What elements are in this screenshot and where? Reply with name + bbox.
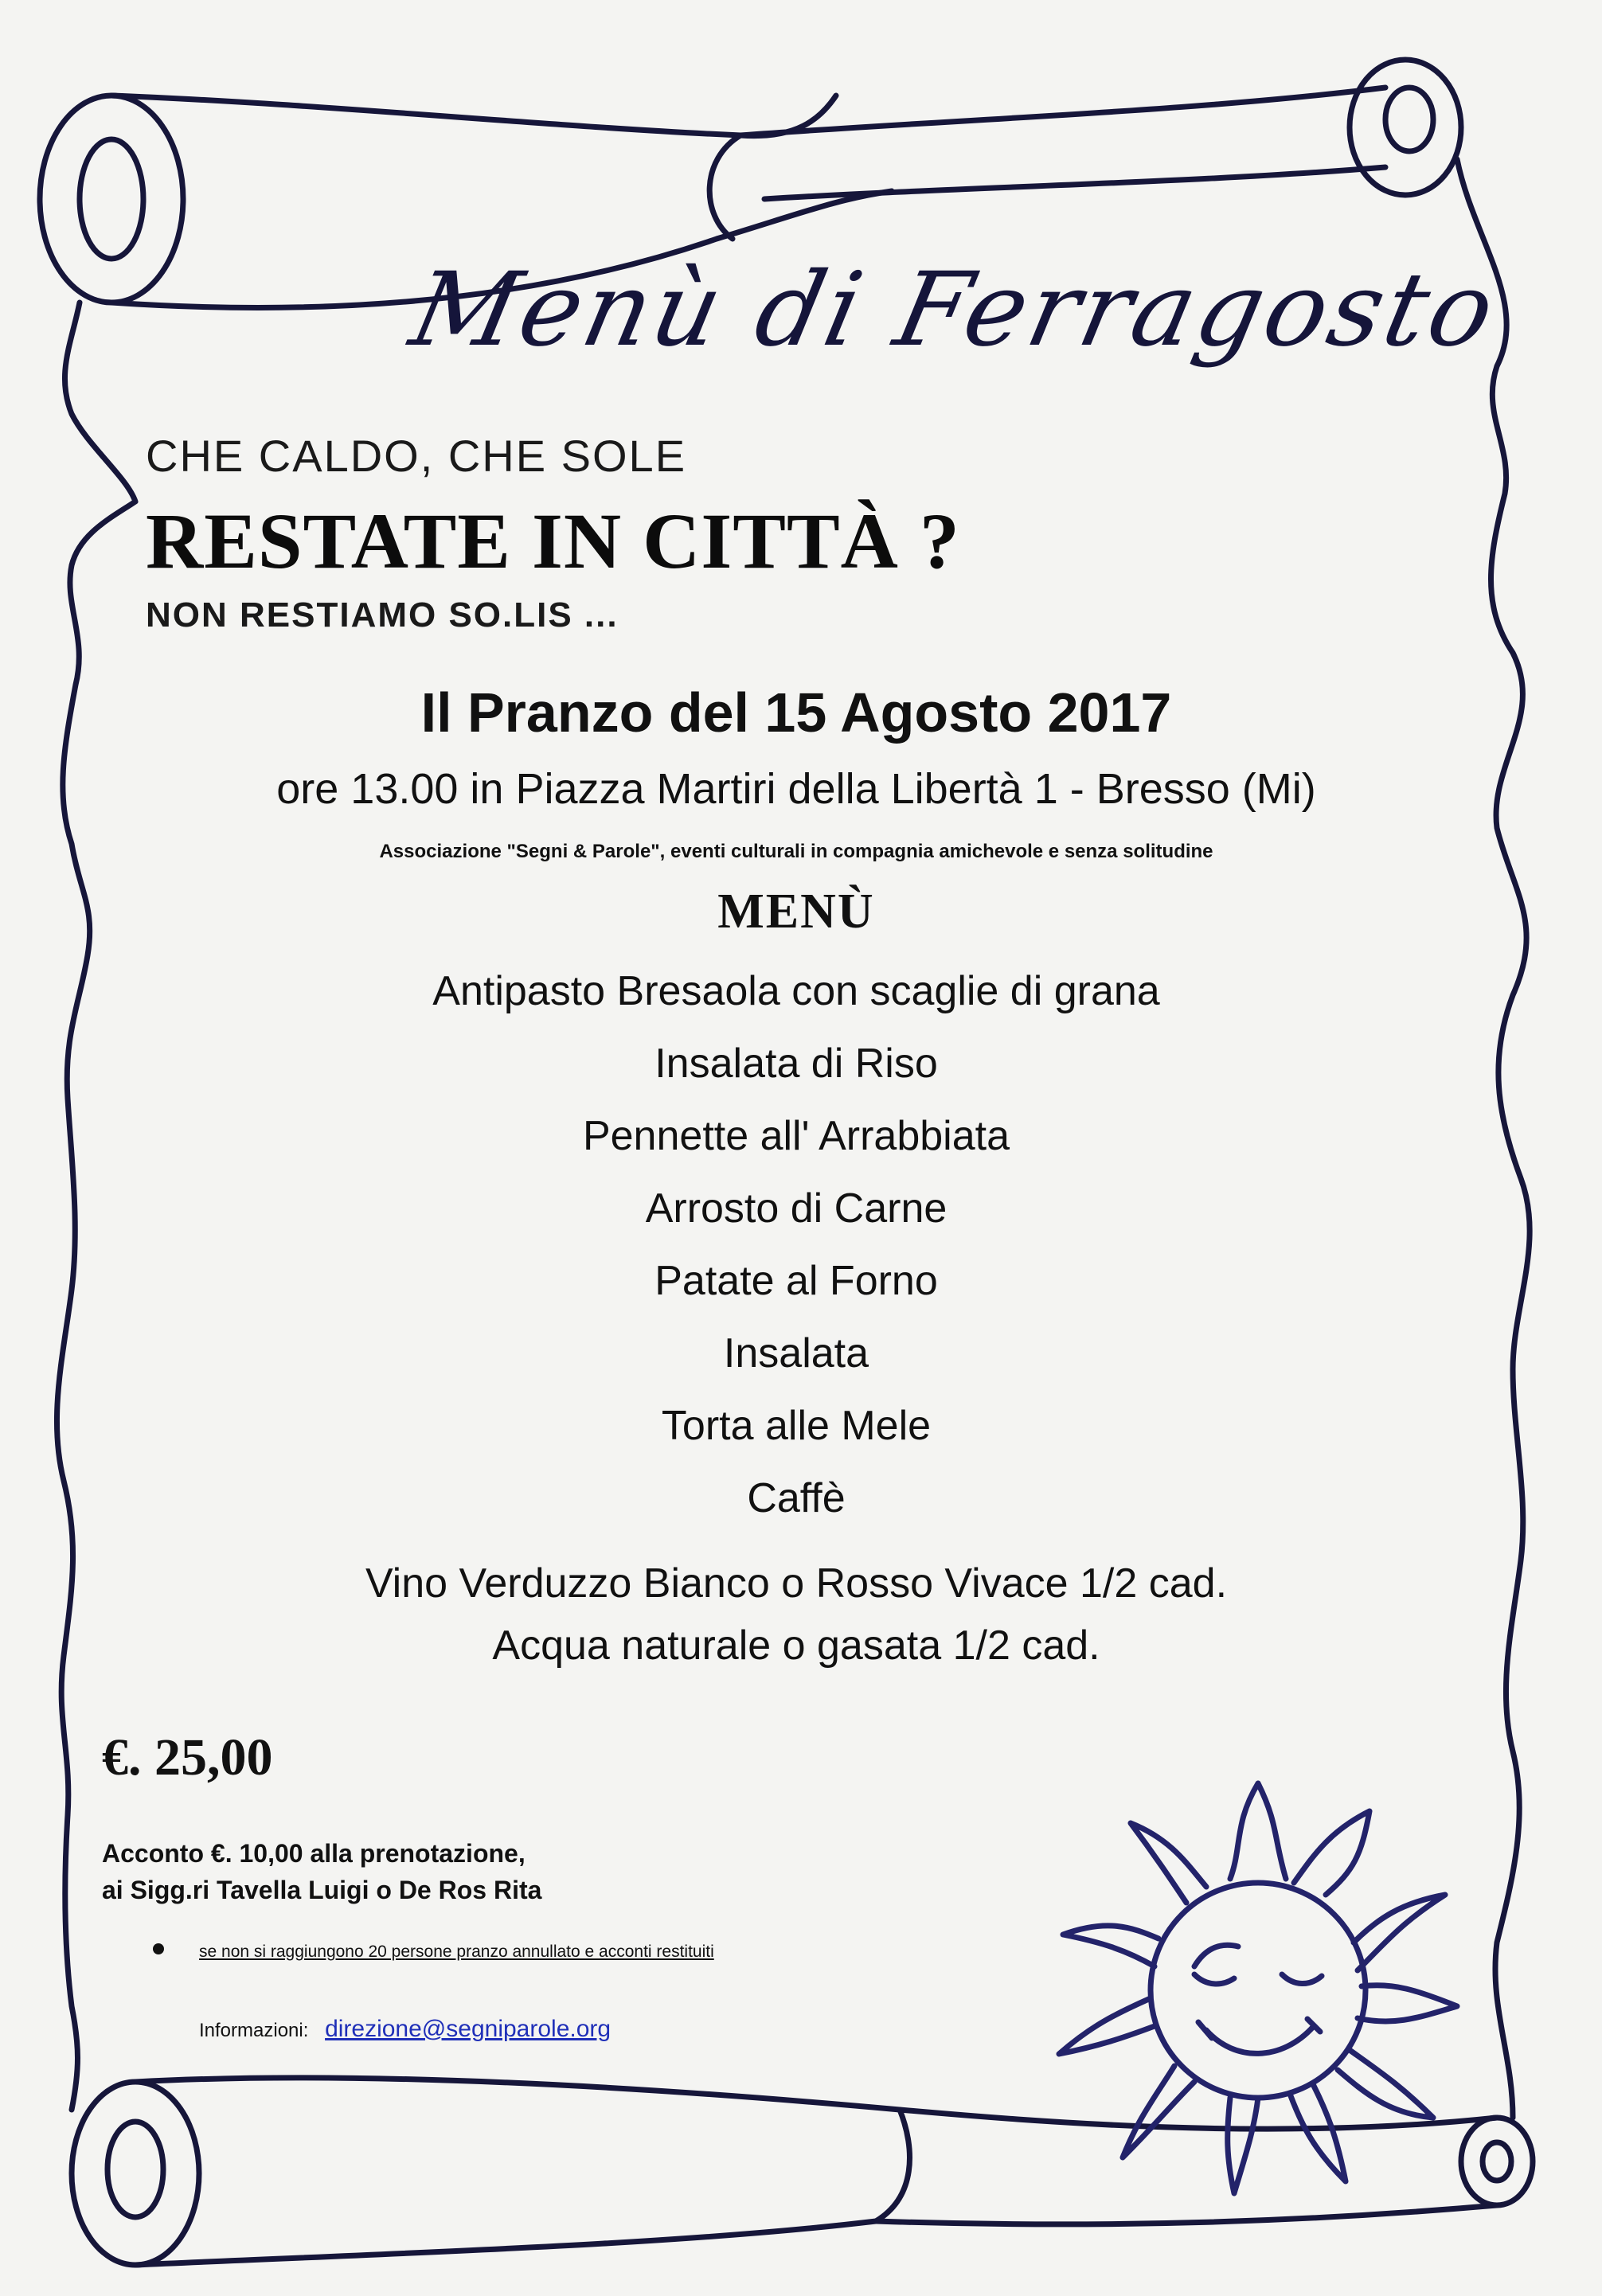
menu-item: Arrosto di Carne — [645, 1185, 948, 1232]
menu-item: Antipasto Bresaola con scaglie di grana — [432, 968, 1160, 1014]
sun-smile — [1206, 2026, 1314, 2053]
bottom-roll-right-end — [1461, 2118, 1533, 2205]
deposit-line: Acconto €. 10,00 alla prenotazione, — [102, 1839, 526, 1868]
menu-item: Insalata — [723, 1330, 869, 1376]
info-line — [199, 2016, 611, 2043]
intro-line-1: CHE CALDO, CHE SOLE — [146, 431, 687, 481]
menu-list — [159, 955, 1433, 1535]
info-label: Informazioni: — [199, 2020, 309, 2041]
bullet-icon — [153, 1943, 164, 1954]
menu-item: Patate al Forno — [654, 1258, 938, 1304]
deposit-contacts: ai Sigg.ri Tavella Luigi o De Ros Rita — [102, 1876, 542, 1904]
drinks-list — [159, 1552, 1433, 1677]
menu-heading: MENÙ — [717, 884, 875, 939]
event-title: Il Pranzo del 15 Agosto 2017 — [420, 681, 1172, 744]
email-link[interactable]: direzione@segniparole.org — [325, 2016, 611, 2042]
association-line: Associazione "Segni & Parole", eventi culturali in compagnia amichevole e senza solitudine — [379, 841, 1213, 862]
sun-eyebrow — [1194, 1945, 1238, 1966]
menu-item: Caffè — [747, 1475, 846, 1521]
cancellation-note: se non si raggiungono 20 persone pranzo annullato e acconti restituiti — [199, 1943, 714, 1961]
event-place: ore 13.00 in Piazza Martiri della Libertà 1 - Bresso (Mi) — [276, 765, 1316, 813]
deposit-info — [102, 1835, 541, 1908]
top-roll-left-end — [40, 96, 183, 303]
intro-headline: RESTATE IN CITTÀ ? — [146, 497, 960, 585]
bottom-roll-left-end — [72, 2082, 199, 2265]
top-roll-right-end — [1350, 60, 1461, 195]
menu-item: Torta alle Mele — [661, 1403, 932, 1449]
price: €. 25,00 — [102, 1728, 273, 1786]
poster-title: Menù di Ferragosto — [401, 251, 1508, 369]
intro-line-3: NON RESTIAMO SO.LIS ... — [146, 595, 619, 635]
sun-right-eye — [1282, 1974, 1322, 1984]
menu-item: Pennette all' Arrabbiata — [582, 1113, 1010, 1159]
sun-face — [1151, 1883, 1366, 2098]
drink-item: Acqua naturale o gasata 1/2 cad. — [492, 1622, 1100, 1669]
sun-left-eye — [1194, 1974, 1234, 1984]
drink-item: Vino Verduzzo Bianco o Rosso Vivace 1/2 cad. — [365, 1560, 1228, 1607]
menu-item: Insalata di Riso — [654, 1041, 938, 1087]
smiling-sun-icon — [1051, 1751, 1465, 2197]
